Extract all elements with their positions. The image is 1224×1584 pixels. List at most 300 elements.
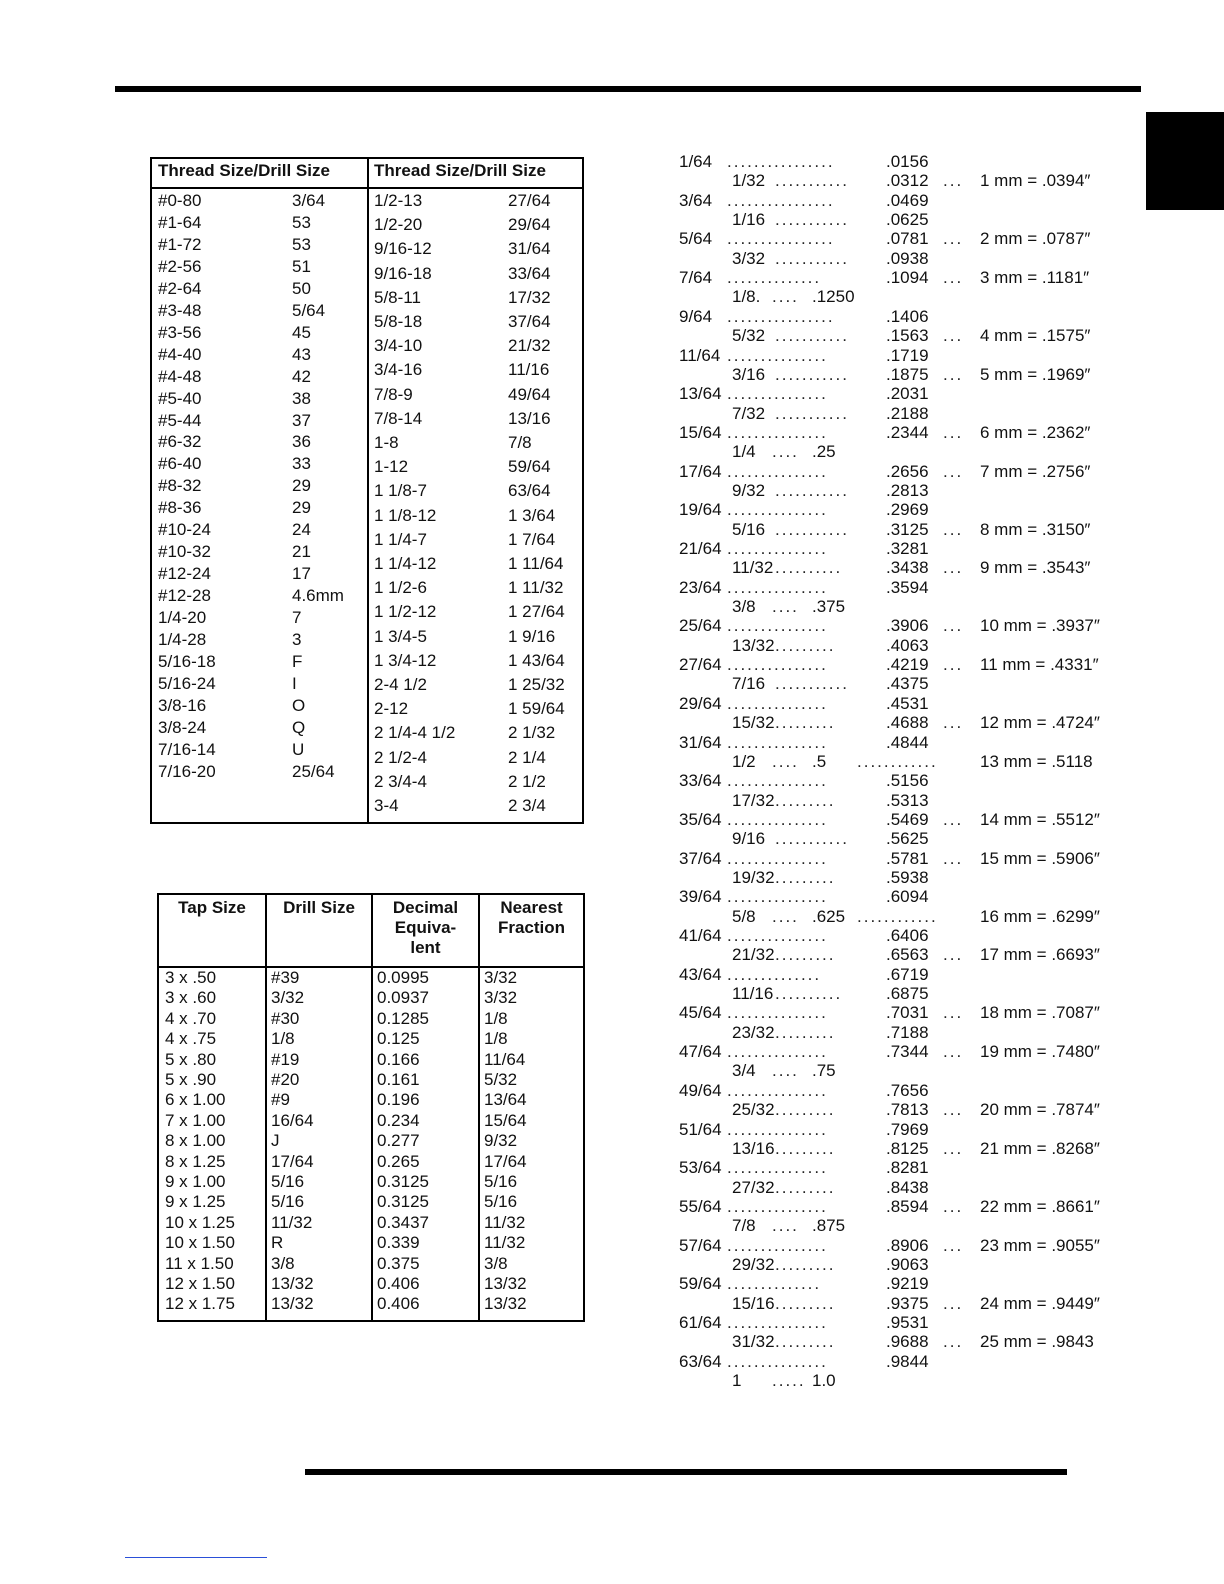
- drill-size: 29/64: [508, 215, 551, 235]
- fraction: 33/64: [679, 771, 722, 791]
- drill-size: 29: [292, 476, 311, 496]
- leader-dots: ...............: [727, 539, 828, 558]
- leader-dots: ...........: [775, 674, 849, 694]
- tap-size-cell: 9 x 1.25: [165, 1192, 226, 1212]
- mm-equivalent: 11 mm = .4331″: [980, 655, 1099, 675]
- leader-dots: ....: [772, 1061, 799, 1081]
- drill-size: 4.6mm: [292, 586, 344, 606]
- decimal: .25: [812, 442, 836, 462]
- decimal: .3125: [886, 519, 929, 539]
- conversion-row: [0, 984, 1140, 1004]
- decimal: .1719: [886, 345, 929, 365]
- decimal: .8281: [886, 1158, 929, 1178]
- leader-dots: ...............: [727, 771, 828, 791]
- leader-dots: ...: [943, 945, 964, 965]
- fraction: 51/64: [679, 1119, 722, 1139]
- thread-size: #5-44: [158, 410, 202, 430]
- leader-dots: ...: [943, 655, 964, 675]
- leader-dots: ................: [727, 152, 835, 171]
- conversion-row: [0, 810, 1140, 830]
- fraction: 27/32: [732, 1177, 775, 1197]
- tap-size-cell: 9 x 1.00: [165, 1172, 226, 1191]
- leader-dots: .........: [775, 1138, 836, 1158]
- fraction-cell: 3/8: [484, 1253, 508, 1273]
- thread-size: 9/16-18: [374, 263, 432, 283]
- decimal: .0781: [886, 229, 929, 249]
- fraction-cell: 5/32: [484, 1070, 518, 1089]
- fraction: 7/16: [732, 674, 766, 694]
- leader-dots: ...: [943, 519, 964, 539]
- thread-size: 1 3/4-5: [374, 626, 427, 646]
- leader-dots: ...: [943, 1196, 964, 1216]
- decimal: .6719: [886, 964, 929, 984]
- drill-size: 11/16: [508, 360, 550, 380]
- leader-dots: ...........: [775, 210, 849, 230]
- decimal: .2188: [886, 403, 929, 423]
- leader-dots: ...: [943, 229, 964, 249]
- conversion-row: [0, 578, 1140, 598]
- fraction: 15/32: [732, 713, 775, 733]
- fraction-cell: 17/64: [484, 1151, 527, 1171]
- thread-size: 2 1/4-4 1/2: [374, 723, 456, 743]
- decimal-cell: 0.0937: [377, 988, 429, 1008]
- conversion-row: [0, 191, 1140, 211]
- thread-size: 1/4-20: [158, 608, 207, 628]
- drill-size: 63/64: [508, 481, 551, 501]
- decimal: .5469: [886, 809, 929, 829]
- thread-size: 2 3/4-4: [374, 771, 427, 791]
- tap-size-cell: 12 x 1.75: [165, 1294, 235, 1314]
- decimal-cell: 0.277: [377, 1131, 420, 1151]
- thread-size: #1-64: [158, 212, 202, 232]
- thread-size: 3/4-10: [374, 336, 423, 356]
- decimal: .2031: [886, 384, 929, 404]
- leader-dots: ...........: [775, 829, 849, 849]
- conversion-row: [0, 655, 1140, 675]
- fraction: 49/64: [679, 1080, 722, 1100]
- fraction: 41/64: [679, 926, 722, 945]
- leader-dots: ...............: [727, 848, 828, 868]
- tap-size-cell: 4 x .75: [165, 1029, 217, 1049]
- drill-size: 42: [292, 366, 311, 386]
- conversion-row: [0, 636, 1140, 656]
- fraction: 1/4: [732, 442, 756, 462]
- tap-size-cell: 10 x 1.50: [165, 1233, 235, 1253]
- drill-size: F: [292, 651, 303, 671]
- decimal: .625: [812, 906, 846, 926]
- fraction: 3/32: [732, 248, 766, 268]
- tap-size-cell: 3 x .50: [165, 968, 217, 987]
- drill-size: 1 59/64: [508, 699, 565, 719]
- decimal-cell: 0.166: [377, 1049, 420, 1069]
- conversion-row: [0, 1313, 1140, 1333]
- leader-dots: ...............: [727, 1196, 828, 1216]
- drill-size: 36: [292, 432, 311, 452]
- decimal-cell: 0.3125: [377, 1192, 429, 1212]
- leader-dots: ...: [943, 268, 964, 288]
- conversion-row: [0, 1158, 1140, 1178]
- conversion-row: [0, 1236, 1140, 1256]
- decimal: .2344: [886, 422, 929, 442]
- fraction: 21/32: [732, 945, 775, 965]
- decimal: 1.0: [812, 1371, 836, 1391]
- thread-size: 1 1/2-12: [374, 602, 437, 622]
- fraction: 3/16: [732, 364, 766, 384]
- leader-dots: ...........: [775, 364, 849, 384]
- thread-size: 1/2-20: [374, 215, 423, 235]
- conversion-row: [0, 404, 1140, 424]
- conversion-row: [0, 597, 1140, 617]
- decimal: .375: [812, 597, 846, 617]
- leader-dots: ....: [772, 442, 799, 462]
- drill-size-cell: 3/32: [271, 988, 305, 1008]
- thread-size: #10-32: [158, 542, 211, 562]
- leader-dots: ...............: [727, 1119, 828, 1139]
- leader-dots: ...: [943, 1100, 964, 1120]
- decimal: .8594: [886, 1196, 929, 1216]
- mm-equivalent: 17 mm = .6693″: [980, 945, 1100, 965]
- decimal: .2969: [886, 500, 929, 520]
- drill-size-cell: 3/8: [271, 1253, 295, 1273]
- leader-dots: ...: [943, 1235, 964, 1255]
- conversion-row: [0, 539, 1140, 559]
- fraction: 59/64: [679, 1274, 722, 1294]
- leader-dots: ...............: [727, 461, 828, 481]
- conversion-row: [0, 1023, 1140, 1043]
- conversion-row: [0, 500, 1140, 520]
- fraction: 11/32: [732, 558, 774, 578]
- leader-dots: ...............: [727, 422, 828, 442]
- thread-size: 7/16-14: [158, 739, 216, 759]
- leader-dots: ...........: [775, 326, 849, 346]
- mm-equivalent: 20 mm = .7874″: [980, 1100, 1100, 1120]
- leader-dots: ...: [943, 713, 964, 733]
- thread-size: #4-40: [158, 344, 202, 364]
- decimal: .2656: [886, 461, 929, 481]
- mm-equivalent: 3 mm = .1181″: [980, 268, 1090, 288]
- decimal-cell: 0.3125: [377, 1172, 429, 1191]
- fraction: 61/64: [679, 1313, 722, 1332]
- leader-dots: ...: [943, 422, 964, 442]
- fraction-cell: 13/64: [484, 1090, 527, 1110]
- conversion-row: [0, 616, 1140, 636]
- thread-size: #6-32: [158, 432, 202, 452]
- fraction: 21/64: [679, 539, 722, 558]
- leader-dots: ...............: [727, 926, 828, 945]
- drill-size: 17: [292, 564, 311, 584]
- decimal: .5313: [886, 790, 929, 810]
- mm-equivalent: 25 mm = .9843: [980, 1332, 1094, 1352]
- conversion-row: [0, 1139, 1140, 1159]
- tap-size-cell: 12 x 1.50: [165, 1274, 235, 1293]
- thread-size: 7/8-9: [374, 384, 413, 404]
- conversion-row: [0, 1081, 1140, 1101]
- leader-dots: ...........: [775, 403, 849, 423]
- fraction-cell: 3/32: [484, 968, 518, 987]
- fraction: 9/32: [732, 480, 766, 500]
- decimal: .3281: [886, 539, 929, 558]
- leader-dots: .........: [775, 1332, 836, 1352]
- thread-size: 1 1/8-12: [374, 505, 437, 525]
- fraction-cell: 1/8: [484, 1029, 508, 1049]
- decimal: .5: [812, 751, 827, 771]
- leader-dots: .........: [775, 1100, 836, 1120]
- thread-size: #2-64: [158, 278, 202, 298]
- thread-size: 5/8-11: [374, 287, 421, 307]
- mm-equivalent: 24 mm = .9449″: [980, 1293, 1100, 1313]
- drill-size-cell: 5/16: [271, 1172, 305, 1191]
- decimal: .1094: [886, 268, 929, 288]
- fraction: 1/16: [732, 210, 766, 230]
- fraction: 19/64: [679, 500, 722, 520]
- drill-size: 53: [292, 234, 311, 254]
- thread-size: 7/16-20: [158, 761, 216, 781]
- decimal: .6406: [886, 926, 929, 945]
- leader-dots: ....: [772, 906, 799, 926]
- thread-size: 5/16-24: [158, 673, 216, 693]
- fraction: 5/8: [732, 906, 756, 926]
- header-tap-size: Tap Size: [178, 898, 246, 917]
- leader-dots: ...: [943, 1332, 964, 1352]
- fraction: 15/64: [679, 422, 722, 442]
- fraction: 5/64: [679, 229, 713, 249]
- fraction: 29/64: [679, 693, 722, 713]
- drill-size: 13/16: [508, 408, 551, 428]
- mm-equivalent: 16 mm = .6299″: [980, 906, 1100, 926]
- drill-size-cell: 11/32: [271, 1212, 313, 1232]
- link-underline: [125, 1557, 267, 1558]
- tap-size-cell: 5 x .80: [165, 1049, 217, 1069]
- conversion-row: [0, 1371, 1140, 1391]
- leader-dots: ...............: [727, 732, 828, 752]
- fraction: 5/32: [732, 326, 766, 346]
- leader-dots: ...: [943, 171, 964, 191]
- mm-equivalent: 6 mm = .2362″: [980, 422, 1091, 442]
- drill-size: 1 27/64: [508, 602, 565, 622]
- drill-size-cell: 16/64: [271, 1110, 314, 1130]
- conversion-row: [0, 733, 1140, 753]
- thread-size: 1 3/4-12: [374, 650, 437, 670]
- thread-size: #6-40: [158, 454, 202, 474]
- fraction: 17/64: [679, 461, 722, 481]
- fraction-cell: 13/32: [484, 1274, 527, 1293]
- conversion-row: [0, 481, 1140, 501]
- conversion-row: [0, 520, 1140, 540]
- leader-dots: .........: [775, 790, 836, 810]
- fraction: 55/64: [679, 1196, 722, 1216]
- drill-size: 2 1/32: [508, 723, 556, 743]
- decimal-cell: 0.406: [377, 1274, 420, 1293]
- decimal-cell: 0.125: [377, 1029, 420, 1049]
- section-tab: [1146, 112, 1224, 210]
- decimal: .6094: [886, 887, 929, 907]
- drill-size-cell: 13/32: [271, 1274, 314, 1293]
- thread-size: #2-56: [158, 256, 202, 276]
- drill-size: 1 3/64: [508, 505, 556, 525]
- fraction-cell: 9/32: [484, 1131, 518, 1151]
- drill-size: 53: [292, 212, 311, 232]
- decimal: .0469: [886, 190, 929, 210]
- conversion-row: [0, 462, 1140, 482]
- tap-size-cell: 6 x 1.00: [165, 1090, 226, 1110]
- mm-equivalent: 9 mm = .3543″: [980, 558, 1091, 578]
- conversion-row: [0, 1332, 1140, 1352]
- mm-equivalent: 2 mm = .0787″: [980, 229, 1091, 249]
- conversion-row: [0, 1274, 1140, 1294]
- decimal: .9063: [886, 1254, 929, 1274]
- decimal: .9375: [886, 1293, 929, 1313]
- leader-dots: ...........: [775, 480, 849, 500]
- leader-dots: ...............: [727, 1235, 828, 1255]
- fraction: 29/32: [732, 1254, 775, 1274]
- conversion-row: [0, 365, 1140, 385]
- leader-dots: .........: [775, 1293, 836, 1313]
- decimal: .875: [812, 1216, 846, 1236]
- leader-dots: ....: [772, 287, 799, 307]
- tap-size-cell: 8 x 1.25: [165, 1151, 226, 1171]
- thread-size: 1 1/2-6: [374, 578, 427, 598]
- leader-dots: ...........: [775, 519, 849, 539]
- leader-dots: ................: [727, 190, 835, 210]
- mm-equivalent: 23 mm = .9055″: [980, 1235, 1100, 1255]
- decimal: .5938: [886, 867, 929, 887]
- leader-dots: ...............: [727, 1351, 828, 1371]
- fraction: 3/8: [732, 597, 756, 617]
- drill-size: 29: [292, 498, 311, 518]
- decimal-cell: 0.375: [377, 1253, 420, 1273]
- drill-size: 3/64: [292, 191, 326, 210]
- decimal: .4531: [886, 693, 929, 713]
- thread-size: 1 1/4-7: [374, 529, 427, 549]
- conversion-row: [0, 249, 1140, 269]
- thread-size: 1/4-28: [158, 630, 207, 649]
- drill-size: O: [292, 695, 306, 715]
- fraction: 25/32: [732, 1100, 775, 1120]
- drill-size-cell: #9: [271, 1090, 290, 1110]
- fraction-cell: 11/32: [484, 1233, 526, 1253]
- tap-size-cell: 4 x .70: [165, 1008, 217, 1028]
- fraction-cell: 1/8: [484, 1008, 508, 1028]
- conversion-row: [0, 791, 1140, 811]
- decimal: .9531: [886, 1313, 929, 1332]
- decimal-cell: 0.1285: [377, 1008, 429, 1028]
- drill-size: 1 25/32: [508, 675, 565, 694]
- fraction: 37/64: [679, 848, 722, 868]
- conversion-row: [0, 326, 1140, 346]
- drill-size: U: [292, 739, 305, 759]
- leader-dots: ....: [772, 751, 799, 771]
- thread-size: 1 1/8-7: [374, 481, 427, 501]
- leader-dots: ...: [943, 848, 964, 868]
- fraction: 9/64: [679, 306, 713, 326]
- leader-dots: ...: [943, 558, 964, 578]
- drill-size: 1 11/32: [508, 578, 564, 598]
- drill-size: 37/64: [508, 312, 551, 331]
- drill-size: 33: [292, 454, 311, 474]
- leader-dots: .........: [775, 945, 836, 965]
- mm-equivalent: 1 mm = .0394″: [980, 171, 1091, 191]
- decimal: .9844: [886, 1351, 929, 1371]
- tap-size-cell: 11 x 1.50: [165, 1253, 234, 1273]
- drill-size: 38: [292, 388, 311, 408]
- decimal: .0156: [886, 152, 929, 171]
- header-nearest-fraction: Nearest Fraction: [497, 898, 566, 937]
- drill-size: 49/64: [508, 384, 551, 404]
- thread-size: #12-28: [158, 586, 211, 606]
- leader-dots: ..........: [775, 984, 843, 1004]
- conversion-row: [0, 829, 1140, 849]
- drill-size: 1 43/64: [508, 650, 565, 670]
- leader-dots: ....: [772, 1216, 799, 1236]
- drill-size: 37: [292, 410, 311, 430]
- fraction-cell: 11/64: [484, 1049, 526, 1069]
- leader-dots: ...........: [775, 171, 849, 191]
- thread-size: 2 1/2-4: [374, 747, 427, 767]
- drill-size: 2 3/4: [508, 796, 546, 815]
- mm-equivalent: 5 mm = .1969″: [980, 364, 1091, 384]
- leader-dots: .........: [775, 635, 836, 655]
- leader-dots: .........: [775, 867, 836, 887]
- fraction: 1/8.: [732, 287, 761, 307]
- mm-equivalent: 7 mm = .2756″: [980, 461, 1091, 481]
- mm-equivalent: 13 mm = .5118: [980, 751, 1093, 771]
- top-rule: [115, 86, 1141, 92]
- conversion-row: [0, 674, 1140, 694]
- leader-dots: ...............: [727, 500, 828, 520]
- fraction: 7/32: [732, 403, 766, 423]
- fraction: 27/64: [679, 655, 722, 675]
- conversion-row: [0, 307, 1140, 327]
- leader-dots: ....: [772, 597, 799, 617]
- thread-size: #3-48: [158, 300, 202, 320]
- conversion-row: [0, 1216, 1140, 1236]
- fraction: 1/32: [732, 171, 766, 191]
- leader-dots: ...............: [727, 577, 828, 597]
- decimal: .3594: [886, 577, 929, 597]
- drill-size: 33/64: [508, 263, 551, 283]
- conversion-row: [0, 171, 1140, 191]
- thread-size: #0-80: [158, 191, 202, 210]
- conversion-row: [0, 945, 1140, 965]
- leader-dots: ...............: [727, 809, 828, 829]
- thread-size: #12-24: [158, 564, 211, 584]
- leader-dots: .....: [772, 1371, 806, 1391]
- drill-size-cell: #39: [271, 968, 300, 987]
- conversion-row: [0, 752, 1140, 772]
- drill-size: 24: [292, 520, 311, 540]
- fraction: 11/16: [732, 984, 774, 1004]
- fraction-cell: 13/32: [484, 1294, 527, 1314]
- conversion-row: [0, 268, 1140, 288]
- mm-equivalent: 18 mm = .7087″: [980, 1003, 1100, 1023]
- header-decimal-equivalent: Decimal Equiva- lent: [392, 898, 459, 957]
- decimal: .8906: [886, 1235, 929, 1255]
- drill-size: I: [292, 673, 297, 693]
- decimal: .4063: [886, 635, 929, 655]
- decimal: .0625: [886, 210, 929, 230]
- drill-size: 25/64: [292, 761, 335, 781]
- fraction: 3/64: [679, 190, 713, 210]
- thread-size: 9/16-12: [374, 239, 432, 259]
- conversion-row: [0, 423, 1140, 443]
- fraction: 23/64: [679, 577, 722, 597]
- decimal: .9219: [886, 1274, 929, 1294]
- conversion-row: [0, 1255, 1140, 1275]
- leader-dots: ...............: [727, 1313, 828, 1332]
- decimal: .7031: [886, 1003, 929, 1023]
- fraction-cell: 5/16: [484, 1172, 518, 1191]
- decimal: .4219: [886, 655, 929, 675]
